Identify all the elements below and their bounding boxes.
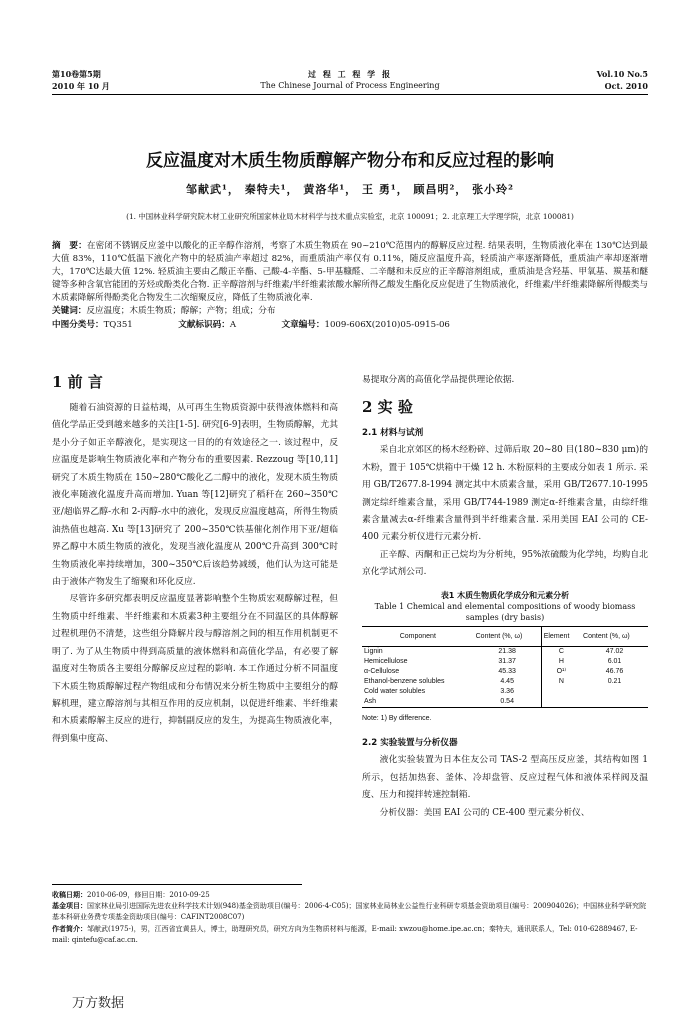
keywords-label: 关键词：	[52, 306, 87, 317]
abstract-block	[52, 240, 648, 332]
footnotes	[52, 890, 648, 946]
clc-label: 中图分类号：	[52, 319, 104, 330]
table-cell: Hemicellulose	[364, 658, 408, 666]
table-cell: Ash	[362, 697, 474, 708]
header-rule	[52, 94, 648, 95]
affiliation: (1. 中国林业科学研究院木材工业研究所国家林业局木材科学与技术重点实验室，北京 100091；2. 北京理工大学理学院，北京 100081)	[126, 212, 574, 221]
table-cell	[541, 697, 581, 708]
keywords	[52, 305, 648, 318]
table-cell	[581, 697, 648, 708]
instruments-paragraph: 分析仪器：美国 EAI 公司的 CE-400 型元素分析仪、	[379, 807, 590, 818]
section-1-heading: 1 前 言	[52, 373, 103, 391]
funding-text: 国家林业局引进国际先进农业科学技术计划(948)基金资助项目(编号：2006-4-C05)；国家林业局林业公益性行业科研专项基金资助项目(编号：200904026)；中国林业科学研究院基本科研业务费专项基金资助项目(编号：CAFINT2008C07)	[52, 902, 647, 922]
table-header-cell: Element	[541, 626, 581, 646]
materials-paragraph: 采自北京郊区的杨木经粉碎、过筛后取 20~80 目(180~830 μm)的木粉，置于 105℃烘箱中干燥 12 h. 木粉原料的主要成分如表 1 所示. 采用 GB/T2677.8-1994 测定其中木质素含量，采用 GB/T2677.10-1995 测定综纤维素含量，采用 GB/T744-1989 测定α-纤维素含量，由综纤维素含量减去α-纤维素含量得到半纤维素含量. 采用美国 EAI 公司的 CE-400 元素分析仪进行元素分析.	[362, 445, 648, 543]
volume-zh: 第10卷第5期	[52, 69, 101, 79]
reagents-paragraph: 正辛醇、丙酮和正己烷均为分析纯，95%浓硫酸为化学纯，均购自北京化学试剂公司.	[362, 549, 648, 578]
table-1	[362, 626, 648, 708]
paper-title: 反应温度对木质生物质醇解产物分布和反应过程的影响	[146, 151, 554, 171]
journal-name-zh: 过 程 工 程 学 报	[308, 69, 392, 79]
abstract	[52, 240, 648, 305]
table-cell	[581, 687, 648, 697]
table-row	[362, 647, 648, 658]
table-cell: Lignin	[364, 648, 383, 656]
table-cell: α-Cellulose	[364, 668, 400, 676]
table-row	[362, 697, 648, 708]
author-bio	[52, 924, 648, 946]
funding	[52, 901, 648, 923]
table-1-caption	[362, 590, 648, 623]
received-label: 收稿日期：	[52, 891, 87, 899]
table-cell: N	[541, 677, 581, 687]
table-cell: Cold water solubles	[364, 688, 426, 696]
table-cell: 0.54	[474, 697, 542, 708]
table-row	[362, 667, 648, 677]
date-zh: 2010 年 10 月	[52, 81, 110, 91]
table-1-title-zh: 表1 木质生物质化学成分和元素分析	[440, 590, 570, 600]
volume-en: Vol.10 No.5	[596, 69, 648, 79]
table-cell: 21.38	[498, 648, 516, 656]
table-cell: O¹⁾	[541, 667, 581, 677]
funding-label: 基金项目：	[52, 902, 87, 911]
doc-code-label: 文献标识码：	[178, 319, 230, 330]
table-cell: 3.36	[500, 688, 514, 696]
article-no: 1009-606X(2010)05-0915-06	[324, 319, 450, 330]
table-row	[362, 657, 648, 667]
bio-label: 作者简介：	[52, 924, 87, 933]
table-header-cell: Content (%, ω)	[581, 626, 648, 646]
table-cell	[541, 687, 581, 697]
table-cell: 46.76	[605, 668, 624, 676]
subsection-2-1-heading: 2.1 材料与试剂	[362, 428, 424, 439]
table-cell: 45.33	[498, 668, 516, 676]
table-header-row	[362, 626, 648, 646]
abstract-text: 在密闭不锈钢反应釜中以酸化的正辛醇作溶剂，考察了木质生物质在 90~210℃范围内的醇解反应过程. 结果表明，生物质液化率在 130℃达到最大值 83%，110℃低温下液化产物中的轻质油产率超过 82%，而重质油产率仅有 0.11%，随反应温度升高，轻质油产率逐渐降低，重质油产率却逐渐增大，170℃达最大值 12%. 轻质油主要由乙酸正辛酯、己酸-4-辛酯、5-甲基糠醛、二辛醚和未反应的正辛醇溶剂组成，重质油是含羟基、甲氧基、羰基和醚键等多种含氧官能团的芳烃或酚类化合物. 正辛醇溶剂与纤维素/半纤维素浓酸水解所得乙酸发生酯化反应促进了生物质液化，纤维素/半纤维素降解所得酸类与木质素降解所得酚类化合物发生二次缩聚反应，降低了生物质液化率.	[52, 241, 648, 304]
intro-paragraph-2: 尽管许多研究都表明反应温度显著影响整个生物质宏观醇解过程，但生物质中纤维素、半纤维素和木质素3种主要组分在不同温区的具体醇解过程机理仍不清楚，这些组分降解片段与醇溶剂之间的相互作用机制更不明了. 为了从生物质中得到高质量的液体燃料和高值化学品，有必要了解温度对生物质各主要组分醇解反应过程的影响. 本工作通过分析不同温度下木质生物质醇解过程产物组成和分布情况来分析生物质中主要组分的醇解机理，建立醇溶剂与其相互作用的反应机制，以促进纤维素、半纤维素和木质素醇解主反应的进行，抑制副反应的发生，为提高生物质液化率，得到集中度高、	[52, 594, 338, 744]
table-header-cell: Component	[362, 626, 474, 646]
table-note: Note: 1) By difference.	[362, 715, 432, 723]
subsection-2-2-heading: 2.2 实验装置与分析仪器	[362, 738, 458, 749]
date-en: Oct. 2010	[604, 81, 648, 91]
table-cell: 4.45	[500, 678, 514, 686]
header-right	[597, 68, 648, 92]
table-header-cell: Content (%, ω)	[474, 626, 542, 646]
intro-continuation: 易提取分离的高值化学品提供理论依据.	[362, 375, 515, 385]
clc-code: TQ351	[103, 319, 133, 330]
table-cell: H	[541, 657, 581, 667]
classification-line	[52, 319, 648, 332]
section-2-heading: 2 实 验	[362, 398, 413, 417]
table-cell: 31.37	[498, 658, 516, 666]
bio-text: 邹献武(1975-)，男，江西省宜黄县人，博士，助理研究员，研究方向为生物质材料与能源，E-mail: xwzou@home.ipe.ac.cn；秦特夫，通讯联系人，Tel: 010-62889467, E-mail: qintefu@caf.ac.cn.	[52, 924, 638, 944]
table-cell: 6.01	[607, 658, 622, 666]
table-row	[362, 687, 648, 697]
keywords-text: 反应温度；木质生物质；醇解；产物；组成；分布	[86, 306, 276, 317]
table-cell: 47.02	[605, 648, 624, 656]
doc-code: A	[229, 319, 237, 330]
received-date	[52, 890, 648, 901]
received-text: 2010-06-09，修回日期：2010-09-25	[87, 891, 210, 899]
abstract-label: 摘 要：	[52, 241, 87, 251]
header-center	[52, 68, 648, 92]
table-cell: 0.21	[607, 678, 622, 686]
article-no-label: 文章编号：	[281, 319, 325, 330]
right-column	[362, 372, 648, 822]
table-cell: Ethanol-benzene solubles	[364, 678, 445, 686]
table-1-title-en: Table 1 Chemical and elemental compositions of woody biomass samples (dry basis)	[374, 601, 636, 622]
left-column	[52, 372, 338, 748]
apparatus-paragraph: 液化实验装置为日本住友公司 TAS-2 型高压反应釜，其结构如图 1 所示，包括加热套、釜体、冷却盘管、反应过程气体和液体采样阀及温度、压力和搅拌转速控制箱.	[362, 755, 648, 801]
journal-name-en: The Chinese Journal of Process Engineering	[260, 81, 440, 90]
watermark: 万方数据	[72, 996, 125, 1011]
footnote-rule	[52, 884, 302, 885]
table-cell: C	[541, 647, 581, 658]
author-list: 邹献武¹， 秦特夫¹， 黄洛华¹， 王 勇¹， 顾昌明²， 张小玲²	[186, 183, 514, 196]
intro-paragraph-1: 随着石油资源的日益枯竭，从可再生生物质资源中获得液体燃料和高值化学品正受到越来越多的关注[1-5]. 研究[6-9]表明，生物质醇解，尤其是小分子如正辛醇液化，是实现这一目的的有效途径之一. 该过程中，反应温度是影响生物质液化率和产物分布的重要因素. Rezzoug 等[10,11]研究了木质生物质在 150~280℃酸化乙二醇中的液化，发现木质生物质液化率随液化温度升高而增加. Yuan 等[12]研究了稻秆在 260~350℃亚/超临界乙醇-水和 2-丙醇-水中的液化，发现反应温度越高，所得生物质油热值也越高. Xu 等[13]研究了 200~350℃铁基催化剂作用下亚/超临界乙醇中木质生物质的液化，发现当液化温度从 200℃升高到 300℃时生物质液化率持续增加，300~350℃后该趋势减缓，他们认为这可能是由于液体产物发生了缩聚和环化反应.	[52, 403, 338, 588]
table-row	[362, 677, 648, 687]
